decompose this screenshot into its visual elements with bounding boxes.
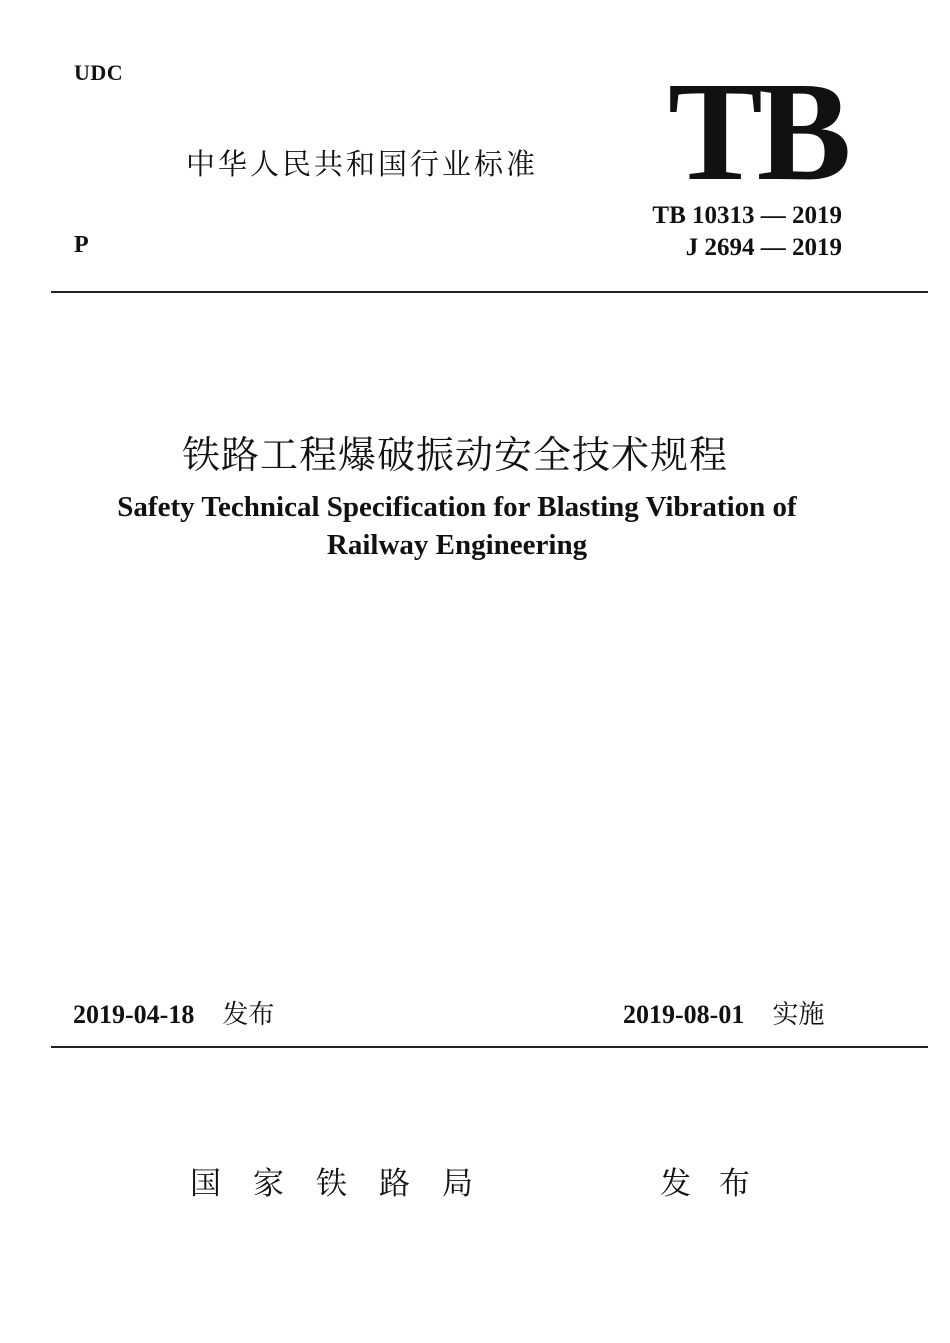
issue-date: 2019-04-18 [73, 1000, 195, 1029]
standard-code-secondary: J 2694 — 2019 [685, 234, 842, 261]
udc-label: UDC [74, 60, 124, 85]
bottom-divider [51, 1046, 928, 1048]
issue-label: 发布 [222, 1000, 275, 1030]
issue-date-row [73, 994, 274, 1031]
document-title-en-line2: Railway Engineering [326, 529, 588, 561]
standard-code-primary: TB 10313 — 2019 [652, 202, 842, 229]
publisher-name: 国家铁路局 [190, 1166, 505, 1202]
standard-type-cn: 中华人民共和国行业标准 [186, 147, 539, 181]
publish-label: 发布 [660, 1166, 778, 1202]
document-title-en-line1: Safety Technical Specification for Blasting Vibration of [117, 491, 797, 523]
implement-label: 实施 [772, 1000, 825, 1030]
implement-date-row [623, 994, 824, 1031]
top-divider [51, 291, 928, 293]
standard-codes [652, 200, 842, 264]
document-title-en [0, 488, 914, 564]
document-title-cn: 铁路工程爆破振动安全技术规程 [181, 433, 728, 477]
implement-date: 2019-08-01 [623, 1000, 745, 1029]
tb-logo: TB [668, 52, 846, 210]
classification-code: P [74, 232, 89, 258]
